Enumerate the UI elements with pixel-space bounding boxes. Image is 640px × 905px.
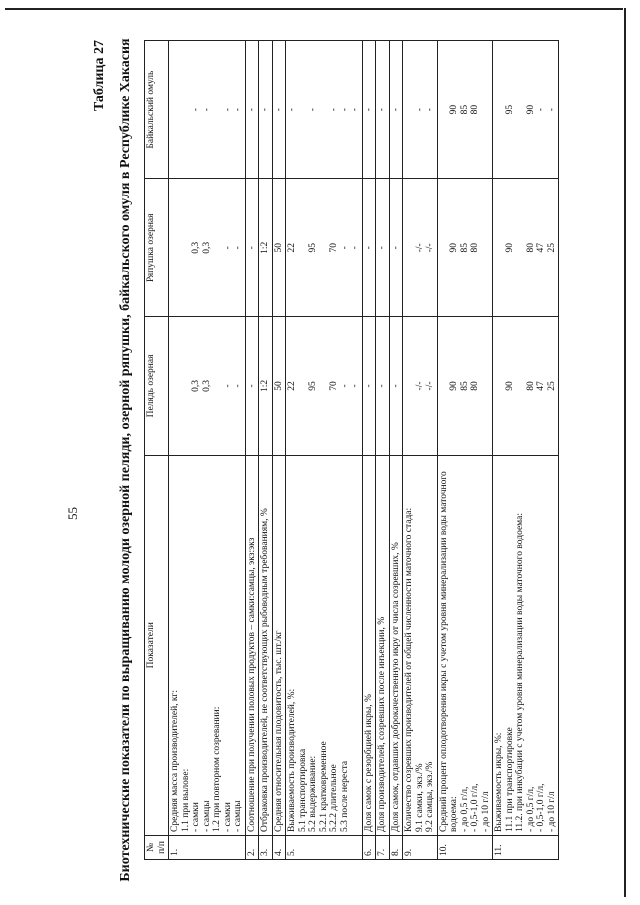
- value-line: [212, 44, 223, 175]
- value-line: 80: [525, 381, 536, 391]
- ryapushka-value-cell: [493, 179, 559, 317]
- table-row: [169, 41, 246, 860]
- ryapushka-value-cell: [286, 179, 363, 317]
- omul-value-cell: [437, 41, 493, 179]
- row-number: 6.: [362, 835, 376, 859]
- omul-value-cell: [403, 41, 438, 179]
- value-line: -: [222, 246, 233, 250]
- indicator-line: 5.3 после нереста: [339, 760, 350, 832]
- indicator-line: - самцы: [233, 800, 243, 832]
- header-num: № п/п: [145, 835, 169, 859]
- omul-value-cell: [169, 41, 246, 179]
- indicator-line: - до 10 г/л: [546, 791, 557, 832]
- indicator-cell: [169, 455, 246, 835]
- omul-value-cell: [245, 41, 259, 179]
- value-line: 47: [536, 381, 546, 391]
- value-line: -: [350, 108, 360, 112]
- value-line: 85: [459, 104, 470, 115]
- value-line: -: [287, 108, 297, 112]
- value-line: [181, 320, 192, 451]
- value-line: -: [260, 108, 270, 112]
- value-line: -/-: [425, 243, 435, 253]
- indicator-line: 5.2 выдерживание:: [308, 755, 318, 832]
- row-number: 1.: [169, 835, 246, 859]
- row-number: 8.: [389, 835, 403, 859]
- value-line: -: [233, 108, 243, 112]
- value-line: -: [233, 246, 243, 250]
- omul-value-cell: [376, 41, 390, 179]
- indicator-line: Средняя относительная плодовитость, тыс. шт./кг: [273, 630, 284, 832]
- indicator-cell: [437, 455, 493, 835]
- table-row: [245, 41, 259, 860]
- indicator-line: Средняя масса производителей, кг:: [170, 689, 180, 832]
- table-row: [259, 41, 273, 860]
- indicator-line: 1.1 при вылове:: [180, 768, 191, 832]
- value-line: -: [390, 246, 401, 250]
- peled-value-cell: [376, 317, 390, 455]
- value-line: -: [246, 108, 257, 112]
- indicator-line: - до 0,5 г/л,: [459, 786, 470, 832]
- value-line: -: [377, 246, 387, 250]
- value-line: -: [339, 384, 350, 388]
- value-line: [212, 320, 223, 451]
- value-line: [298, 44, 309, 175]
- value-line: -: [363, 384, 374, 388]
- table-header-row: [145, 41, 169, 860]
- peled-value-cell: [437, 317, 493, 455]
- indicator-line: 1.2 при повторном созревании:: [212, 706, 222, 832]
- value-line: 50: [273, 243, 284, 253]
- header-indicator: Показатели: [145, 455, 169, 835]
- header-ryapushka: Ряпушка озерная: [145, 179, 169, 317]
- value-line: 80: [525, 243, 536, 253]
- table-row: [493, 41, 559, 860]
- value-line: 80: [470, 381, 480, 391]
- value-line: 85: [459, 243, 470, 253]
- value-line: [170, 44, 181, 175]
- value-line: 95: [308, 381, 318, 391]
- peled-value-cell: [403, 317, 438, 455]
- value-line: [170, 320, 181, 451]
- value-line: 85: [459, 381, 470, 391]
- value-line: -: [363, 108, 374, 112]
- value-line: 90: [449, 381, 459, 391]
- value-line: [404, 320, 415, 451]
- rotated-page: [60, 20, 590, 900]
- indicator-line: Средний процент оплодотворения икры с учетом уровня минерализации воды маточного водоема:: [438, 471, 459, 832]
- value-line: 90: [504, 243, 515, 253]
- value-line: 80: [470, 104, 480, 115]
- ryapushka-value-cell: [376, 179, 390, 317]
- indicator-line: 11.1 при транспортировке: [504, 727, 515, 832]
- omul-value-cell: [493, 41, 559, 179]
- row-number: 5.: [286, 835, 363, 859]
- peled-value-cell: [259, 317, 273, 455]
- value-line: 1:2: [260, 241, 270, 254]
- value-line: -: [425, 108, 435, 112]
- table-body: [169, 41, 559, 860]
- value-line: 0,3: [191, 241, 201, 254]
- value-line: -: [222, 108, 233, 112]
- indicator-line: 5.2.2 длительное: [329, 764, 339, 832]
- value-line: [298, 320, 309, 451]
- value-line: [439, 182, 450, 313]
- indicator-cell: [362, 455, 376, 835]
- ryapushka-value-cell: [362, 179, 376, 317]
- value-line: 70: [329, 381, 339, 391]
- value-line: 47: [536, 243, 546, 253]
- indicator-line: 11.2. при инкубации с учетом уровня минерализации воды маточного водоема:: [515, 513, 525, 832]
- value-line: -: [363, 246, 374, 250]
- indicator-cell: [286, 455, 363, 835]
- indicator-line: Соотношение при получении половых продуктов – самки:самцы, экз:экз: [246, 537, 257, 832]
- value-line: -: [339, 108, 350, 112]
- table-row: [286, 41, 363, 860]
- peled-value-cell: [272, 317, 286, 455]
- value-line: -: [350, 246, 360, 250]
- indicator-line: - до 0,5 г/л,: [525, 786, 536, 832]
- value-line: -: [414, 108, 425, 112]
- value-line: 80: [470, 243, 480, 253]
- value-line: -/-: [414, 243, 425, 253]
- indicator-cell: [403, 455, 438, 835]
- value-line: [404, 182, 415, 313]
- ryapushka-value-cell: [259, 179, 273, 317]
- value-line: -: [201, 108, 212, 112]
- value-line: [494, 182, 505, 313]
- indicator-line: Доля самок с резорбцией икры, %: [363, 694, 374, 832]
- value-line: [298, 182, 309, 313]
- value-line: 95: [308, 243, 318, 253]
- table-label: Таблица 27: [92, 40, 107, 112]
- indicator-line: 5.2.1 кратковременное: [318, 741, 329, 832]
- omul-value-cell: [362, 41, 376, 179]
- indicator-line: - 0,5-1,0 г/л,: [470, 783, 480, 832]
- value-line: -: [222, 384, 233, 388]
- value-line: -: [390, 108, 401, 112]
- ryapushka-value-cell: [403, 179, 438, 317]
- indicator-line: Доля производителей, созревших после инъекции, %: [377, 616, 387, 832]
- value-line: [181, 182, 192, 313]
- value-line: -: [273, 108, 284, 112]
- value-line: -: [546, 108, 557, 112]
- value-line: 70: [329, 243, 339, 253]
- value-line: -: [308, 108, 318, 112]
- indicator-line: - 0,5-1,0 г/л,: [536, 783, 546, 832]
- value-line: -/-: [414, 381, 425, 391]
- ryapushka-value-cell: [272, 179, 286, 317]
- value-line: -: [191, 108, 201, 112]
- value-line: 90: [504, 381, 515, 391]
- value-line: [212, 182, 223, 313]
- value-line: [494, 320, 505, 451]
- omul-value-cell: [259, 41, 273, 179]
- row-number: 9.: [403, 835, 438, 859]
- value-line: 1:2: [260, 379, 270, 393]
- value-line: -: [377, 384, 387, 388]
- row-number: 7.: [376, 835, 390, 859]
- ryapushka-value-cell: [169, 179, 246, 317]
- value-line: -: [536, 108, 546, 112]
- value-line: 0,3: [201, 380, 212, 392]
- scan-border-top: [5, 8, 623, 10]
- scan-border-right: [624, 8, 626, 897]
- indicator-cell: [259, 455, 273, 835]
- table-row: [272, 41, 286, 860]
- indicator-line: - самцы: [201, 800, 212, 832]
- peled-value-cell: [362, 317, 376, 455]
- indicator-line: Выживаемость производителей, %:: [287, 688, 297, 832]
- value-line: [515, 182, 526, 313]
- ryapushka-value-cell: [389, 179, 403, 317]
- indicator-line: - самки: [222, 802, 233, 832]
- value-line: 90: [449, 104, 459, 115]
- omul-value-cell: [272, 41, 286, 179]
- peled-value-cell: [493, 317, 559, 455]
- value-line: 22: [287, 243, 297, 253]
- header-omul: Байкальский омуль: [145, 41, 169, 179]
- peled-value-cell: [169, 317, 246, 455]
- table-row: [376, 41, 390, 860]
- value-line: [319, 44, 330, 175]
- row-number: 2.: [245, 835, 259, 859]
- indicator-line: Выживаемость икры, %:: [494, 732, 504, 832]
- omul-value-cell: [286, 41, 363, 179]
- value-line: 90: [525, 104, 536, 115]
- value-line: -: [350, 384, 360, 388]
- indicator-line: 9.2 самцы, экз./%: [425, 761, 435, 832]
- indicator-line: Отбраковка производителей, не соответствующих рыбоводным требованиям, %: [260, 508, 270, 832]
- value-line: [181, 44, 192, 175]
- value-line: [319, 320, 330, 451]
- ryapushka-value-cell: [245, 179, 259, 317]
- value-line: [439, 44, 450, 175]
- value-line: -: [377, 108, 387, 112]
- value-line: 25: [546, 381, 557, 391]
- table-row: [362, 41, 376, 860]
- indicator-cell: [376, 455, 390, 835]
- row-number: 4.: [272, 835, 286, 859]
- indicator-line: 5.1 транспортировка: [297, 748, 308, 832]
- indicator-line: Доля самок, отдавших доброкачественную икру от числа созревших, %: [390, 542, 401, 832]
- row-number: 10.: [437, 835, 493, 859]
- value-line: 22: [287, 381, 297, 391]
- peled-value-cell: [389, 317, 403, 455]
- table-row: [437, 41, 493, 860]
- indicator-cell: [245, 455, 259, 835]
- indicator-line: Количество созревших производителей от общей численности маточного стада:: [404, 507, 414, 832]
- indicator-cell: [389, 455, 403, 835]
- value-line: 95: [504, 104, 515, 115]
- indicator-line: - самки: [191, 802, 201, 832]
- indicator-cell: [493, 455, 559, 835]
- value-line: 50: [273, 381, 284, 391]
- document-title: Биотехнические показатели по выращиванию молоди озерной пеляди, озерной ряпушки, байкальского омуля в Республике Хакасия: [118, 38, 133, 882]
- indicator-line: 9.1 самки, экз./%: [414, 763, 425, 832]
- value-line: -: [390, 384, 401, 388]
- ryapushka-value-cell: [437, 179, 493, 317]
- value-line: 25: [546, 243, 557, 253]
- value-line: 0,3: [191, 380, 201, 392]
- value-line: 0,3: [201, 241, 212, 254]
- value-line: -/-: [425, 381, 435, 391]
- value-line: [439, 320, 450, 451]
- peled-value-cell: [245, 317, 259, 455]
- value-line: [515, 320, 526, 451]
- row-number: 11.: [493, 835, 559, 859]
- header-peled: Пелядь озерная: [145, 317, 169, 455]
- value-line: [319, 182, 330, 313]
- biotechnical-table: [144, 40, 559, 860]
- value-line: [170, 182, 181, 313]
- value-line: [494, 44, 505, 175]
- page-number: 55: [65, 507, 80, 520]
- value-line: -: [246, 384, 257, 388]
- table-row: [389, 41, 403, 860]
- value-line: 90: [449, 243, 459, 253]
- value-line: -: [339, 246, 350, 250]
- value-line: [404, 44, 415, 175]
- omul-value-cell: [389, 41, 403, 179]
- peled-value-cell: [286, 317, 363, 455]
- indicator-line: - до 10 г/л: [480, 791, 491, 832]
- row-number: 3.: [259, 835, 273, 859]
- value-line: -: [233, 384, 243, 388]
- indicator-cell: [272, 455, 286, 835]
- value-line: -: [329, 108, 339, 112]
- value-line: -: [246, 246, 257, 250]
- table-row: [403, 41, 438, 860]
- value-line: [515, 44, 526, 175]
